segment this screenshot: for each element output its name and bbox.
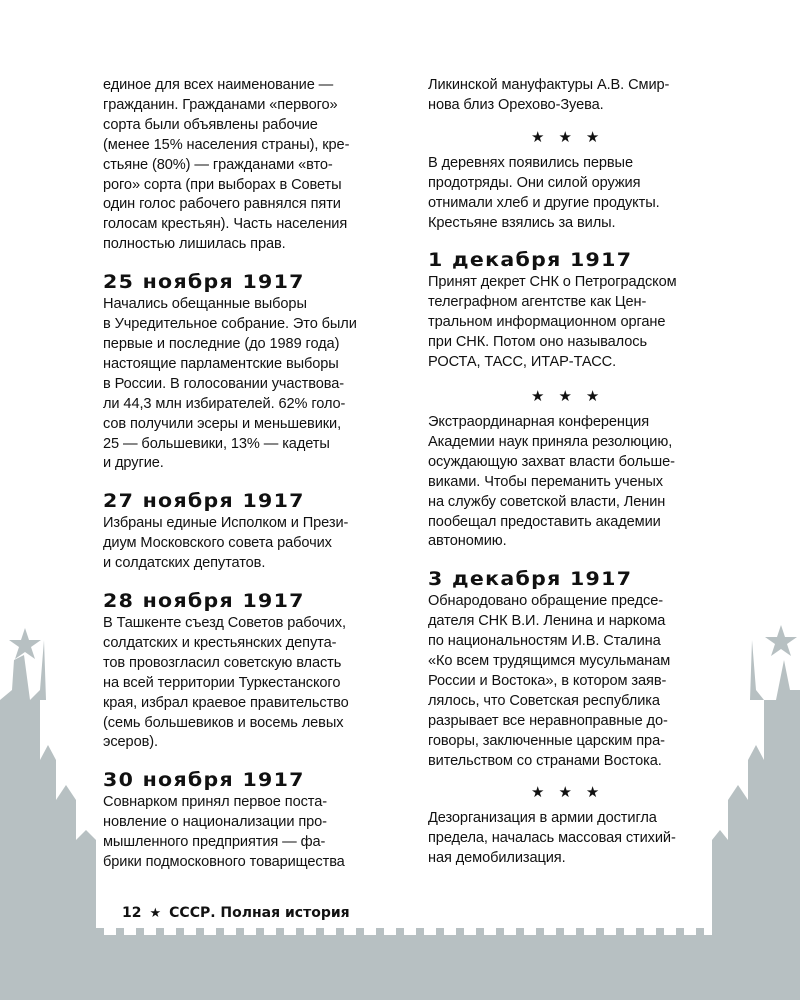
- star-icon: ★: [149, 905, 162, 921]
- entry-28-nov-text: В Ташкенте съезд Советов рабочих, солдатских и крестьянских депута- тов провозгласил советскую власть на всей территории Туркестанского края, избрал краевое правительство (семь большевиков и восемь левых эсеров).: [103, 615, 349, 751]
- book-title: СССР. Полная история: [169, 905, 350, 921]
- right-column: [428, 76, 728, 869]
- academy-paragraph: Экстраординарная конференция Академии наук приняла резолюцию, осуждающую захват власти больше- виками. Чтобы переманить ученых на службу советской власти, Ленин пообещал предоставить академии автономию.: [428, 413, 675, 550]
- entry-25-nov-text: Начались обещанные выборы в Учредительное собрание. Это были первые и последние (до 1989 года) настоящие парламентские выборы в России. В голосовании участвова- ли 44,3 млн избирателей. 62% голо- сов получили эсеры и меньшевики, 25 — большевики, 13% — кадеты и другие.: [103, 296, 357, 472]
- date-heading-27-nov: 27 ноября 1917: [103, 490, 305, 513]
- entry-3-dec-text: Обнародовано обращение предсе- дателя СНК В.И. Ленина и наркома по национальностям И.В. Сталина «Ко всем трудящимся мусульманам России и Востока», в котором заяв- лялось, что Советская республика разрывает все неравноправные до- говоры, заключенные царским пра- вительством со странами Востока.: [428, 593, 671, 769]
- entry-27-nov-text: Избраны единые Исполком и Прези- диум Московского совета рабочих и солдатских депутатов.: [103, 515, 349, 572]
- left-column: [103, 76, 403, 873]
- three-stars-separator: ★★★: [531, 784, 614, 802]
- left-intro-paragraph: единое для всех наименование — гражданин. Гражданами «первого» сорта были объявлены рабочие (менее 15% населения страны), кре- стьяне (80%) — гражданами «вто- рого» сорта (при выборах в Советы один голос рабочего равнялся пяти голосам крестьян). Часть населения полностью лишилась прав.: [103, 77, 350, 253]
- date-heading-1-dec: 1 декабря 1917: [428, 249, 633, 272]
- three-stars-separator: ★★★: [531, 387, 614, 405]
- date-heading-30-nov: 30 ноября 1917: [103, 769, 305, 792]
- army-demobilization-paragraph: Дезорганизация в армии достигла предела, началась массовая стихий- ная демобилизация.: [428, 810, 676, 867]
- entry-30-nov-text: Совнарком принял первое поста- новление о национализации про- мышленного предприятия — фа- брики подмосковного товарищества: [103, 794, 345, 871]
- three-stars-separator: ★★★: [531, 128, 614, 146]
- date-heading-28-nov: 28 ноября 1917: [103, 590, 305, 613]
- date-heading-25-nov: 25 ноября 1917: [103, 271, 305, 294]
- prodotryady-paragraph: В деревнях появились первые продотряды. Они силой оружия отнимали хлеб и другие продукты. Крестьяне взялись за вилы.: [428, 154, 660, 231]
- right-intro-paragraph: Ликинской мануфактуры А.В. Смир- нова близ Орехово-Зуева.: [428, 77, 670, 113]
- page-footer: [122, 905, 350, 921]
- page-number: 12: [122, 905, 142, 921]
- date-heading-3-dec: 3 декабря 1917: [428, 568, 633, 591]
- entry-1-dec-text: Принят декрет СНК о Петроградском телеграфном агентстве как Цен- тральном информационном органе при СНК. Потом оно называлось РОСТА, ТАСС, ИТАР-ТАСС.: [428, 274, 677, 371]
